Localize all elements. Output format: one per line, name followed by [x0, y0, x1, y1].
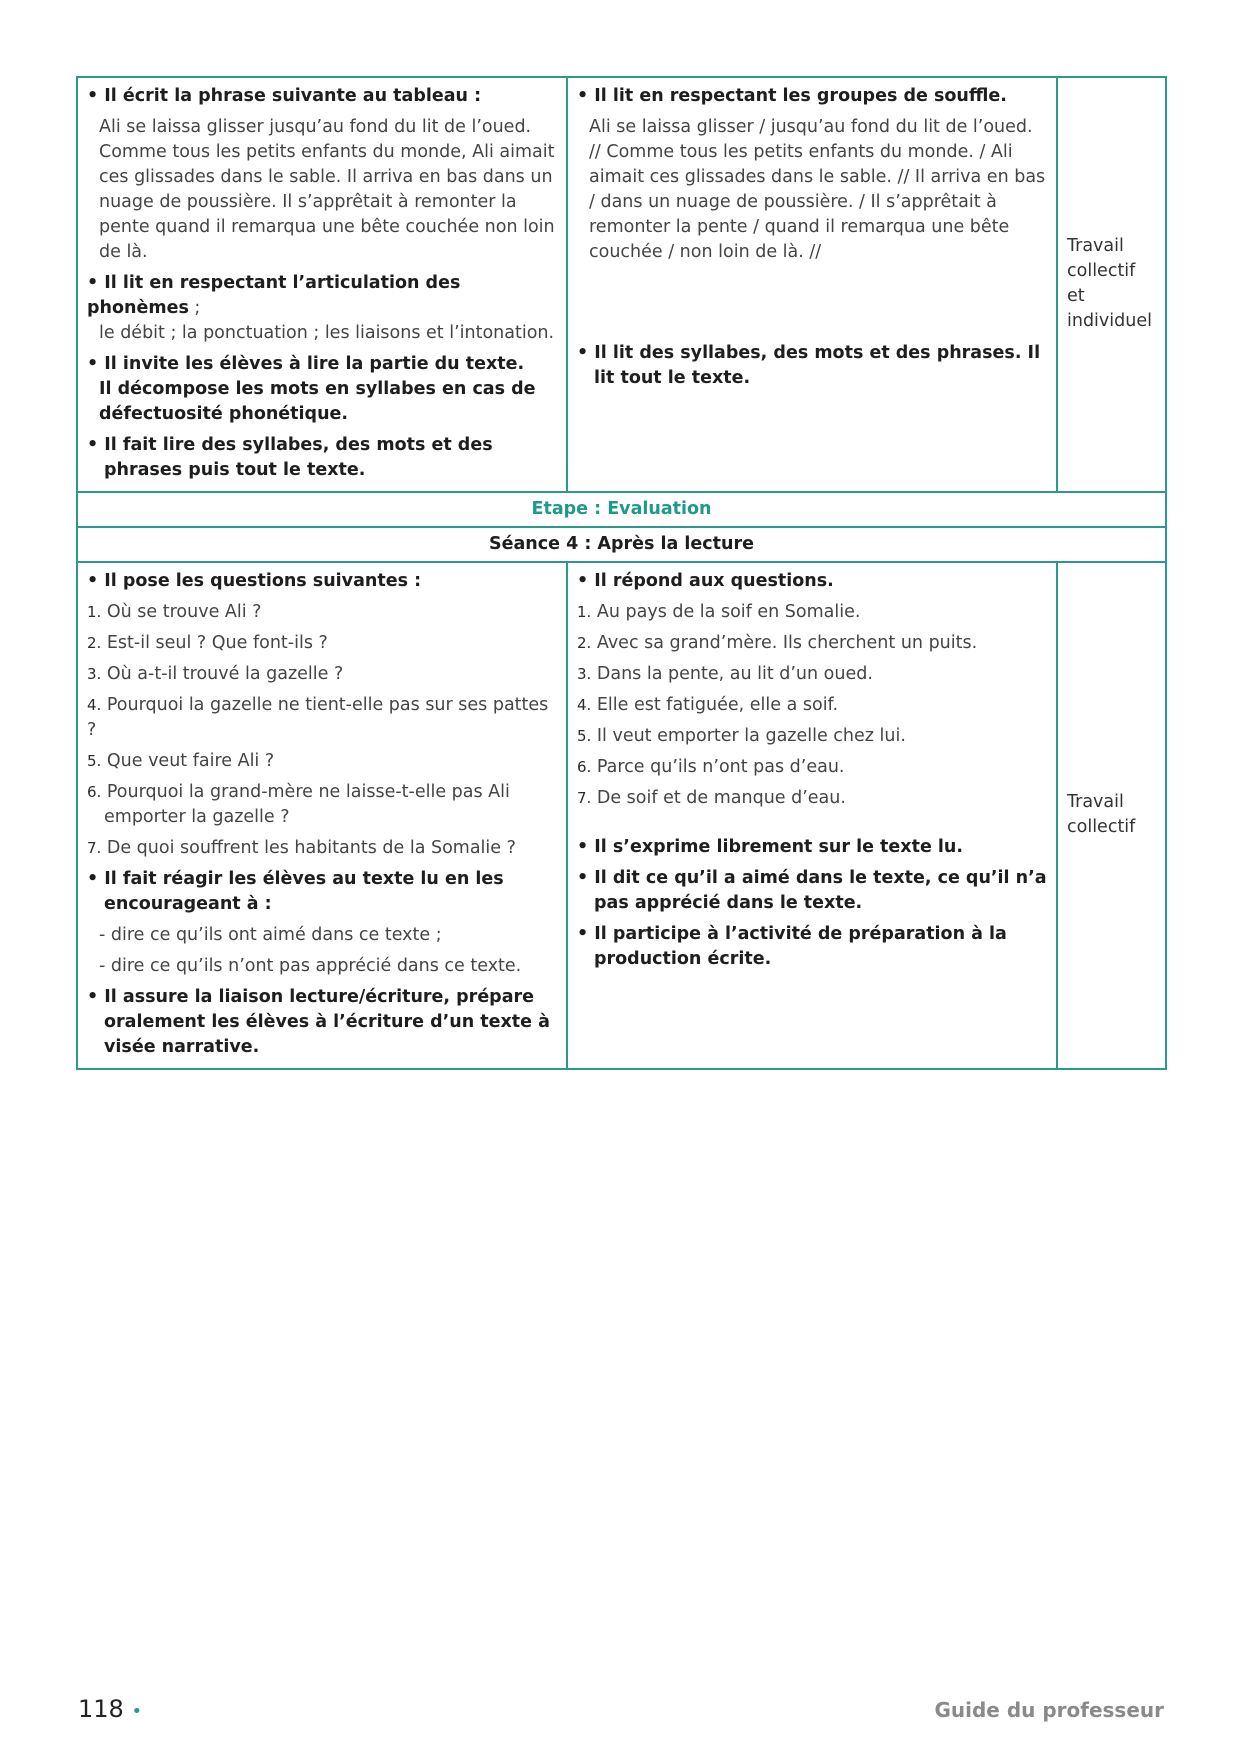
etape-row: [77, 492, 1166, 527]
work-mode-line: et: [1067, 285, 1085, 306]
teacher-step-read-detail: le débit ; la ponctuation ; les liaisons et l’intonation.: [99, 323, 555, 343]
teacher-step-read: [87, 271, 557, 346]
answer-item: 4. Elle est fatiguée, elle a soif.: [577, 695, 839, 715]
student-passage: Ali se laissa glisser / jusqu’au fond du lit de l’oued. // Comme tous les petits enfants du monde. / Ali aimait ces glissades dans le sable. // Il arriva en bas / dans un nuage de poussière. / Il s’apprêtait à remonter la pente / quand il remarqua une bête couchée / non loin de là. //: [589, 117, 1046, 262]
question-item: 3. Où a-t-il trouvé la gazelle ?: [87, 664, 344, 684]
teacher-step-write: • Il écrit la phrase suivante au tableau :: [87, 86, 482, 106]
teacher-step-read-label: • Il lit en respectant l’articulation des phonèmes: [87, 273, 461, 318]
question-item: 2. Est-il seul ? Que font-ils ?: [87, 633, 328, 653]
teacher-step-questions: • Il pose les questions suivantes :: [87, 571, 422, 591]
work-mode-cell: [1057, 77, 1166, 492]
teacher-step-invite: [87, 352, 557, 427]
teacher-step-react: • Il fait réagir les élèves au texte lu en les encourageant à :: [87, 869, 504, 914]
student-step-answer: • Il répond aux questions.: [577, 571, 834, 591]
question-item: 5. Que veut faire Ali ?: [87, 751, 275, 771]
work-mode-line: collectif: [1067, 816, 1136, 837]
student-step-read: • Il lit en respectant les groupes de souffle.: [577, 86, 1007, 106]
work-mode-line: collectif: [1067, 260, 1136, 281]
teacher-step-writing-link: • Il assure la liaison lecture/écriture, prépare oralement les élèves à l’écriture d’un texte à visée narrative.: [87, 987, 550, 1057]
teacher-step-syllables: • Il fait lire des syllabes, des mots et des phrases puis tout le texte.: [87, 435, 493, 480]
student-step-express: • Il s’exprime librement sur le texte lu.: [577, 837, 964, 857]
teacher-activities-cell: [77, 77, 567, 492]
page-number: [78, 1695, 142, 1723]
board-passage: Ali se laissa glisser jusqu’au fond du lit de l’oued. Comme tous les petits enfants du monde, Ali aimait ces glissades dans le sable. Il arriva en bas dans un nuage de poussière. Il s’apprêtait à remonter la pente quand il remarqua une bête couchée non loin de là.: [99, 117, 555, 262]
answer-item: 3. Dans la pente, au lit d’un oued.: [577, 664, 873, 684]
page-number-bullet: •: [131, 1701, 143, 1722]
teacher-step-invite-line2: Il décompose les mots en syllabes en cas de défectuosité phonétique.: [99, 379, 536, 424]
react-subitem: - dire ce qu’ils n’ont pas apprécié dans ce texte.: [99, 956, 522, 976]
answer-item: 6. Parce qu’ils n’ont pas d’eau.: [577, 757, 845, 777]
teacher-step-read-tail: ;: [188, 298, 201, 318]
student-step-syllables: • Il lit des syllabes, des mots et des phrases. Il lit tout le texte.: [577, 343, 1041, 388]
work-mode-line: Travail: [1067, 791, 1124, 812]
student-step-opinion: • Il dit ce qu’il a aimé dans le texte, ce qu’il n’a pas apprécié dans le texte.: [577, 868, 1047, 913]
answer-item: 5. Il veut emporter la gazelle chez lui.: [577, 726, 906, 746]
page-number-value: 118: [78, 1695, 124, 1723]
question-item: 1. Où se trouve Ali ?: [87, 602, 262, 622]
lesson-table: [76, 76, 1167, 1070]
student-activities-cell: [567, 562, 1057, 1069]
question-item: 7. De quoi souffrent les habitants de la Somalie ?: [87, 838, 516, 858]
seance-heading: Séance 4 : Après la lecture: [77, 527, 1166, 562]
answer-item: 7. De soif et de manque d’eau.: [577, 788, 846, 808]
teacher-activities-cell: [77, 562, 567, 1069]
student-activities-cell: [567, 77, 1057, 492]
question-item: 6. Pourquoi la grand-mère ne laisse-t-elle pas Ali emporter la gazelle ?: [87, 782, 510, 827]
answer-item: 1. Au pays de la soif en Somalie.: [577, 602, 861, 622]
answer-item: 2. Avec sa grand’mère. Ils cherchent un puits.: [577, 633, 978, 653]
footer-title: Guide du professeur: [934, 1698, 1164, 1722]
seance-row: [77, 527, 1166, 562]
react-subitem: - dire ce qu’ils ont aimé dans ce texte ;: [99, 925, 442, 945]
etape-heading: Etape : Evaluation: [77, 492, 1166, 527]
teacher-step-invite-line1: • Il invite les élèves à lire la partie du texte.: [87, 354, 525, 374]
reading-row: [77, 77, 1166, 492]
question-item: 4. Pourquoi la gazelle ne tient-elle pas sur ses pattes ?: [87, 695, 549, 740]
evaluation-row: [77, 562, 1166, 1069]
work-mode-cell: [1057, 562, 1166, 1069]
work-mode-line: individuel: [1067, 310, 1152, 331]
work-mode-line: Travail: [1067, 235, 1124, 256]
student-step-writing-prep: • Il participe à l’activité de préparation à la production écrite.: [577, 924, 1007, 969]
